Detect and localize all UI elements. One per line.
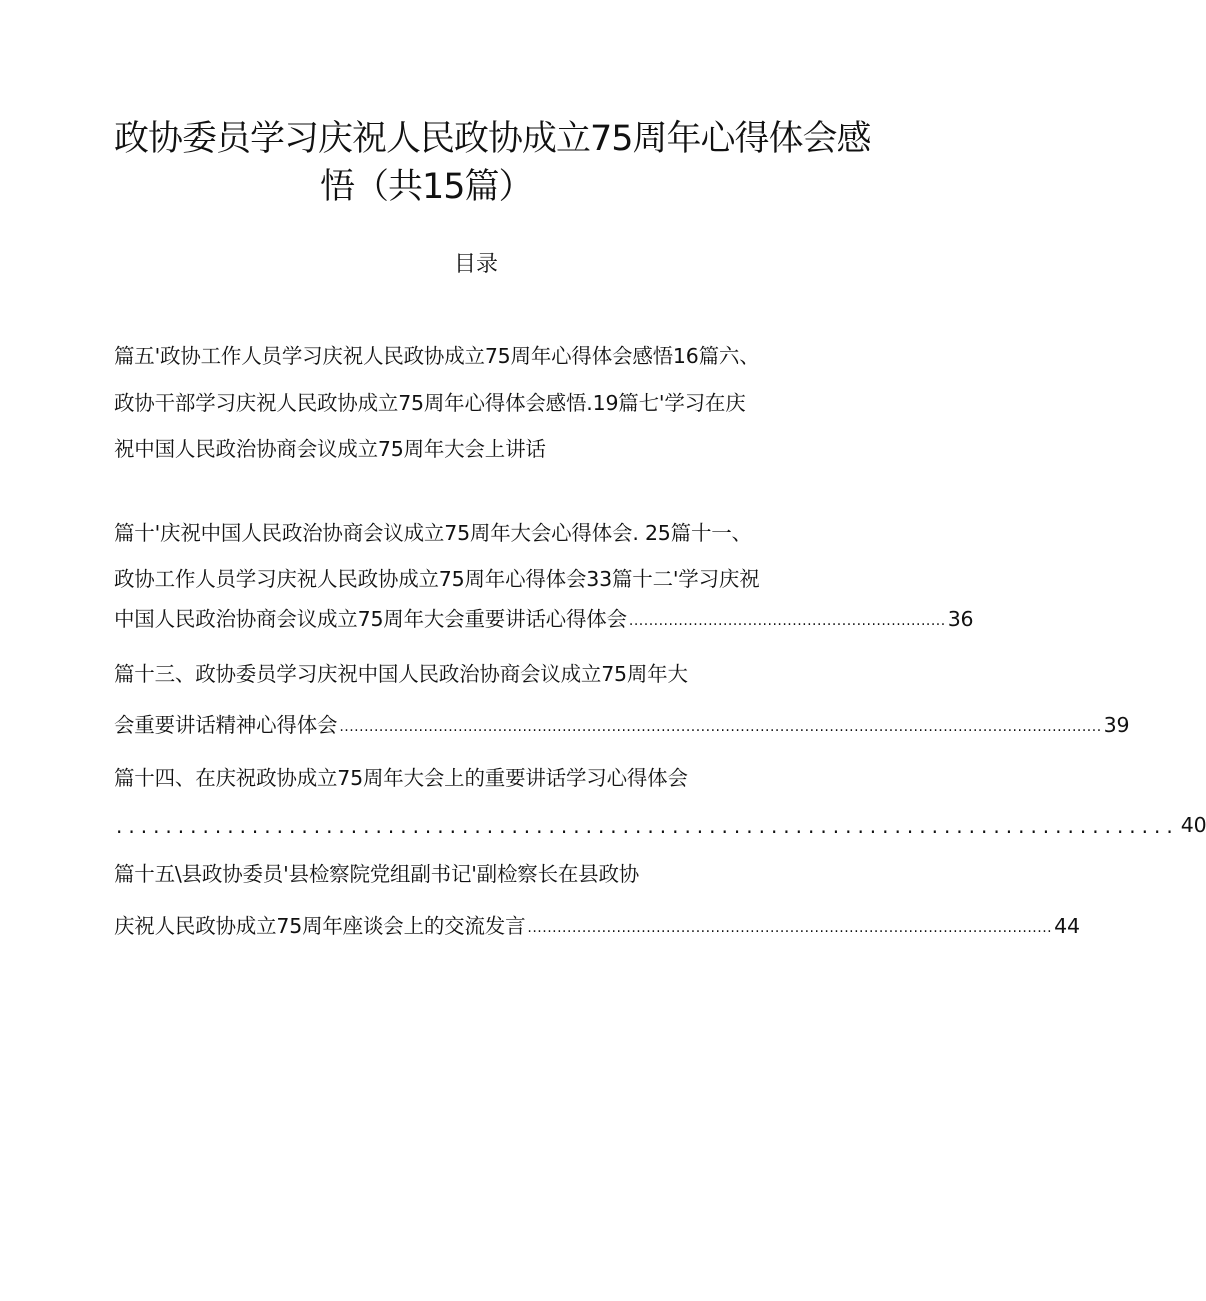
toc-entry-text: 中国人民政治协商会议成立75周年大会重要讲话心得体会 — [114, 607, 627, 631]
toc-line: 祝中国人民政治协商会议成立75周年大会上讲话 — [114, 437, 546, 461]
toc-entry-12-tail — [114, 607, 974, 631]
document-title-line-2: 悟（共15篇） — [320, 167, 533, 207]
toc-entry-text: 庆祝人民政协成立75周年座谈会上的交流发言 — [114, 914, 526, 938]
toc-page-number: 40 — [1180, 813, 1206, 837]
toc-page-number: 39 — [1103, 713, 1130, 737]
toc-dot-leader: .......................................................................................................... — [527, 919, 1053, 936]
toc-heading: 目录 — [453, 252, 498, 277]
toc-entry-14-line-2 — [114, 813, 1206, 838]
toc-dot-leader: ...................................................................................... — [116, 813, 1179, 838]
toc-entry-14-line-1: 篇十四、在庆祝政协成立75周年大会上的重要讲话学习心得体会 — [114, 766, 688, 790]
toc-line: 政协干部学习庆祝人民政协成立75周年心得体会感悟.19篇七'学习在庆 — [114, 391, 746, 415]
toc-page-number: 44 — [1054, 914, 1080, 938]
toc-entry-text: 会重要讲话精神心得体会 — [114, 713, 338, 737]
toc-line: 篇五'政协工作人员学习庆祝人民政协成立75周年心得体会感悟16篇六、 — [114, 344, 760, 368]
toc-line: 篇十'庆祝中国人民政治协商会议成立75周年大会心得体会. 25篇十一、 — [114, 521, 752, 545]
toc-page-number: 36 — [947, 607, 974, 631]
toc-entry-13-line-2 — [114, 713, 1130, 737]
toc-entry-15-line-1: 篇十五\县政协委员'县检察院党组副书记'副检察长在县政协 — [114, 862, 640, 886]
toc-dot-leader: .......................................................................................................................................................... — [339, 718, 1102, 735]
toc-line: 政协工作人员学习庆祝人民政协成立75周年心得体会33篇十二'学习庆祝 — [114, 567, 760, 591]
toc-dot-leader: ................................................................ — [628, 612, 946, 629]
document-title-line-1: 政协委员学习庆祝人民政协成立75周年心得体会感 — [114, 119, 871, 159]
toc-entry-13-line-1: 篇十三、政协委员学习庆祝中国人民政治协商会议成立75周年大 — [114, 662, 688, 686]
toc-entry-15-line-2 — [114, 914, 1080, 938]
